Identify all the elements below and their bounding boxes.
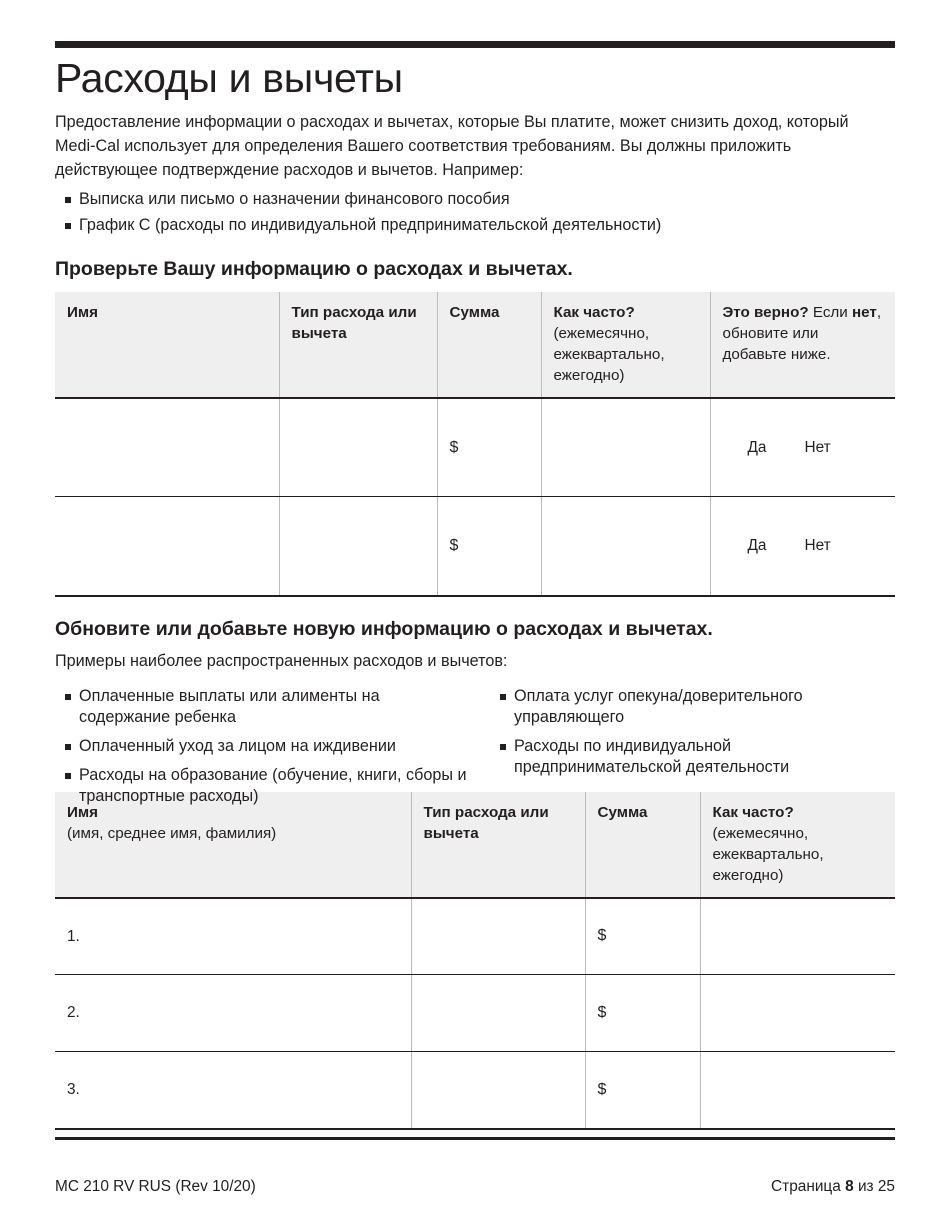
list-item: Оплаченные выплаты или алименты на содержание ребенка — [55, 686, 475, 728]
examples-list-left — [55, 686, 475, 807]
column-header-type — [279, 292, 437, 398]
review-expenses-table — [55, 292, 895, 597]
page-total: 25 — [877, 1178, 895, 1195]
cell-amount[interactable] — [585, 898, 700, 975]
table-row — [55, 497, 895, 596]
row-number-label: 3. — [67, 1081, 80, 1099]
cell-correct — [710, 398, 895, 497]
examples-column-right — [490, 679, 890, 786]
column-header-type-label: Тип расхода или вычета — [291, 303, 417, 342]
column-header-amount — [585, 792, 700, 898]
intro-paragraph: Предоставление информации о расходах и вычетах, которые Вы платите, может снизить доход, который Medi-Cal использует для определения Вашего соответствия требованиям. Вы должны приложить действующее подтверждение расходов и вычетов. Например: — [55, 113, 849, 179]
top-rule-divider — [55, 41, 895, 48]
page-of-label: из — [857, 1178, 874, 1195]
column-header-correct-text-2: , обновите или добавьте ниже. — [722, 303, 882, 363]
section-heading-update: Обновите или добавьте новую информацию о расходах и вычетах. — [55, 617, 713, 640]
intro-bullet-list — [55, 189, 895, 236]
cell-name[interactable] — [55, 497, 279, 596]
yes-option[interactable]: Да — [747, 537, 767, 555]
cell-amount[interactable] — [585, 1052, 700, 1129]
column-header-frequency-note: (ежемесячно, ежеквартально, ежегодно) — [553, 324, 665, 384]
column-header-frequency — [541, 292, 710, 398]
column-header-correct-no: нет — [851, 303, 877, 321]
table-row — [55, 898, 895, 975]
cell-frequency[interactable] — [700, 898, 895, 975]
cell-correct — [710, 497, 895, 596]
table-header-row — [55, 292, 895, 398]
list-item: Оплаченный уход за лицом на иждивении — [55, 736, 475, 757]
column-header-name-label: Имя — [67, 803, 99, 821]
cell-type[interactable] — [411, 1052, 585, 1129]
currency-symbol: $ — [597, 1004, 607, 1022]
examples-column-left — [55, 679, 475, 815]
examples-bullet-columns — [55, 679, 895, 806]
section-heading-review: Проверьте Вашу информацию о расходах и вычетах. — [55, 257, 573, 280]
update-note: Примеры наиболее распространенных расходов и вычетов: — [55, 652, 508, 671]
page-label: Страница — [771, 1178, 841, 1195]
column-header-correct-label: Это верно? — [722, 303, 809, 321]
row-number-label: 2. — [67, 1004, 80, 1022]
column-header-frequency — [700, 792, 895, 898]
column-header-name-note: (имя, среднее имя, фамилия) — [67, 824, 277, 842]
cell-frequency[interactable] — [700, 1052, 895, 1129]
cell-frequency[interactable] — [541, 497, 710, 596]
column-header-name-label: Имя — [67, 303, 99, 321]
cell-frequency[interactable] — [700, 975, 895, 1052]
column-header-frequency-label: Как часто? — [553, 303, 635, 321]
cell-row-number[interactable] — [55, 975, 411, 1052]
cell-type[interactable] — [279, 398, 437, 497]
table-row — [55, 1052, 895, 1129]
column-header-correct — [710, 292, 895, 398]
currency-symbol: $ — [449, 537, 459, 555]
page-indicator — [771, 1178, 895, 1196]
column-header-amount-label: Сумма — [597, 803, 648, 821]
column-header-amount-label: Сумма — [449, 303, 500, 321]
new-expenses-table — [55, 792, 895, 1130]
no-option[interactable]: Нет — [804, 537, 831, 555]
page-content — [55, 0, 895, 1130]
list-item: Выписка или письмо о назначении финансового пособия — [55, 189, 895, 211]
currency-symbol: $ — [597, 1080, 607, 1098]
cell-amount[interactable] — [437, 497, 541, 596]
page-footer — [55, 1178, 895, 1196]
column-header-amount — [437, 292, 541, 398]
row-number-label: 1. — [67, 927, 80, 945]
column-header-frequency-note: (ежемесячно, ежеквартально, ежегодно) — [712, 824, 824, 884]
page-number: 8 — [845, 1178, 854, 1195]
list-item: Расходы по индивидуальной предпринимательской деятельности — [490, 736, 890, 778]
column-header-correct-text-1: Если — [808, 303, 852, 321]
cell-row-number[interactable] — [55, 1052, 411, 1129]
cell-name[interactable] — [55, 398, 279, 497]
currency-symbol: $ — [597, 927, 607, 945]
cell-type[interactable] — [411, 975, 585, 1052]
column-header-type-label: Тип расхода или вычета — [423, 803, 549, 842]
footer-rule-divider — [55, 1137, 895, 1140]
form-id-label: MC 210 RV RUS (Rev 10/20) — [55, 1178, 256, 1195]
page-title: Расходы и вычеты — [55, 55, 403, 101]
currency-symbol: $ — [449, 438, 459, 456]
cell-frequency[interactable] — [541, 398, 710, 497]
yes-option[interactable]: Да — [747, 438, 767, 456]
no-option[interactable]: Нет — [804, 438, 831, 456]
cell-type[interactable] — [279, 497, 437, 596]
cell-amount[interactable] — [585, 975, 700, 1052]
list-item: Расходы на образование (обучение, книги, сборы и транспортные расходы) — [55, 765, 475, 807]
list-item: График C (расходы по индивидуальной предпринимательской деятельности) — [55, 215, 895, 237]
table-row — [55, 975, 895, 1052]
cell-amount[interactable] — [437, 398, 541, 497]
table-row — [55, 398, 895, 497]
column-header-frequency-label: Как часто? — [712, 803, 794, 821]
list-item: Оплата услуг опекуна/доверительного управляющего — [490, 686, 890, 728]
cell-type[interactable] — [411, 898, 585, 975]
examples-list-right — [490, 686, 890, 778]
cell-row-number[interactable] — [55, 898, 411, 975]
column-header-name — [55, 292, 279, 398]
